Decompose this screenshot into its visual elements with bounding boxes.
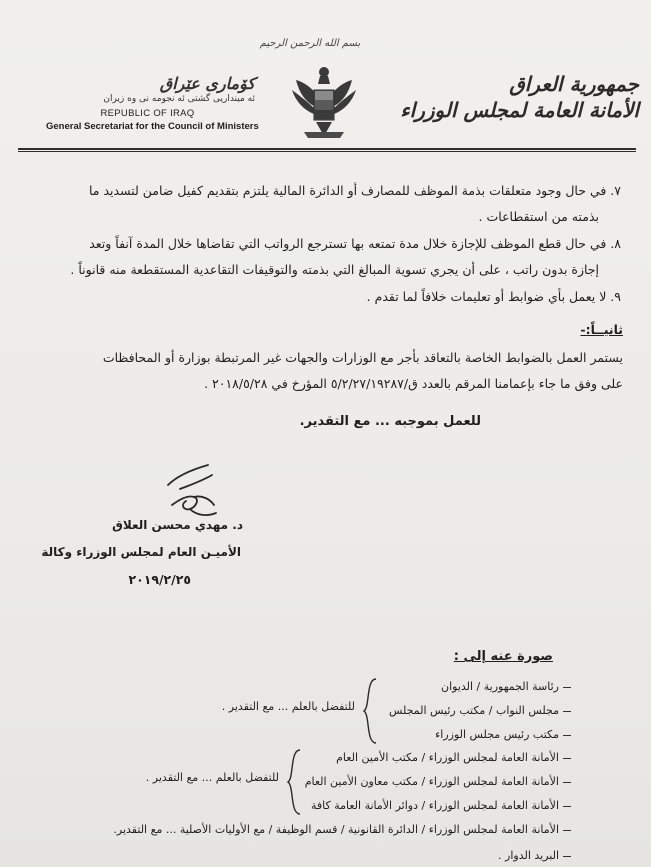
signature-date: ٢٠١٩/٢/٢٥ <box>128 572 191 587</box>
iraq-eagle-emblem-icon <box>290 62 358 146</box>
letterhead-secretariat-ku: ئه مینداریی گشتی ئه نجومه نی وه زیران <box>103 94 255 104</box>
cc-item-1: رئاسة الجمهورية / الديوان <box>441 680 559 693</box>
item-8-line-1: ٨. في حال قطع الموظف للإجازة خلال مدة تمتعه بها تسترجع الرواتب التي تقاضاها خلال المدة آنفاً وتعد <box>89 236 621 251</box>
cc-item-2: مجلس النواب / مكتب رئيس المجلس <box>388 704 559 717</box>
section-2-line-1: يستمر العمل بالضوابط الخاصة بالتعاقد بأجر مع الوزارات والجهات غير المرتبطة بوزارة أو المحافظات <box>102 350 623 365</box>
handwritten-signature <box>150 455 230 525</box>
basmala: بسم الله الرحمن الرحيم <box>259 38 361 49</box>
cc-group-1-note: للتفضل بالعلم ... مع التقدير . <box>221 700 355 713</box>
list-dash <box>563 687 571 688</box>
list-dash <box>563 830 571 831</box>
list-dash <box>563 735 571 736</box>
letterhead-republic-en: REPUBLIC OF IRAQ <box>100 108 195 119</box>
cc-item-8: البريد الدوار . <box>498 849 559 862</box>
list-dash <box>563 782 571 783</box>
list-dash <box>563 711 571 712</box>
section-2-line-2: على وفق ما جاء بإعمامنا المرقم بالعدد ق/٥/٢/٢٧/١٩٢٨٧ المؤرخ في ٢٠١٨/٥/٢٨ . <box>204 376 623 391</box>
list-dash <box>563 806 571 807</box>
signatory-name: د. مهدي محسن العلاق <box>112 518 243 532</box>
brace-group-2-icon <box>284 748 304 816</box>
list-dash <box>563 856 571 857</box>
cc-item-3: مكتب رئيس مجلس الوزراء <box>435 728 559 741</box>
signatory-title: الأميـن العام لمجلس الوزراء وكالة <box>41 545 241 559</box>
header-divider-thin <box>18 151 636 152</box>
header-divider <box>18 148 636 150</box>
letterhead-republic-ar: جمهورية العراق <box>509 72 639 96</box>
letterhead-secretariat-en: General Secretariat for the Council of Ministers <box>46 121 259 132</box>
cc-item-4: الأمانة العامة لمجلس الوزراء / مكتب الأمين العام <box>336 751 559 764</box>
cc-group-2-note: للتفضل بالعلم ... مع التقدير . <box>145 771 279 784</box>
letterhead-secretariat-ar: الأمانة العامة لمجلس الوزراء <box>400 98 639 122</box>
item-9: ٩. لا يعمل بأي ضوابط أو تعليمات خلافاً لما تقدم . <box>366 289 621 304</box>
cc-heading: صورة عنه إلى : <box>453 649 553 664</box>
list-dash <box>563 758 571 759</box>
letterhead-arabic <box>400 72 639 122</box>
item-7-line-1: ٧. في حال وجود متعلقات بذمة الموظف للمصارف أو الدائرة المالية يلتزم بتقديم كفيل ضامن لتسديد ما <box>89 183 621 198</box>
closing-line: للعمل بموجبه ... مع التقدير. <box>299 414 481 429</box>
letterhead-kurdish-english <box>40 74 259 132</box>
item-8-line-2: إجازة بدون راتب ، على أن يجري تسوية المبالغ التي بذمته والتوقيفات التقاعدية المستقطعة منه قانوناً . <box>70 262 599 277</box>
cc-item-6: الأمانة العامة لمجلس الوزراء / دوائر الأمانة العامة كافة <box>310 799 559 812</box>
cc-item-5: الأمانة العامة لمجلس الوزراء / مكتب معاون الأمين العام <box>304 775 559 788</box>
section-2-title: ثانيــاً:- <box>580 322 623 337</box>
letterhead-republic-ku: كۆماری عێراق <box>159 74 255 93</box>
brace-group-1-icon <box>360 677 380 745</box>
item-7-line-2: بذمته من استقطاعات . <box>478 209 599 224</box>
cc-item-7: الأمانة العامة لمجلس الوزراء / الدائرة القانونية / قسم الوظيفة / مع الأوليات الأصلية ... مع التقدير. <box>113 823 559 836</box>
